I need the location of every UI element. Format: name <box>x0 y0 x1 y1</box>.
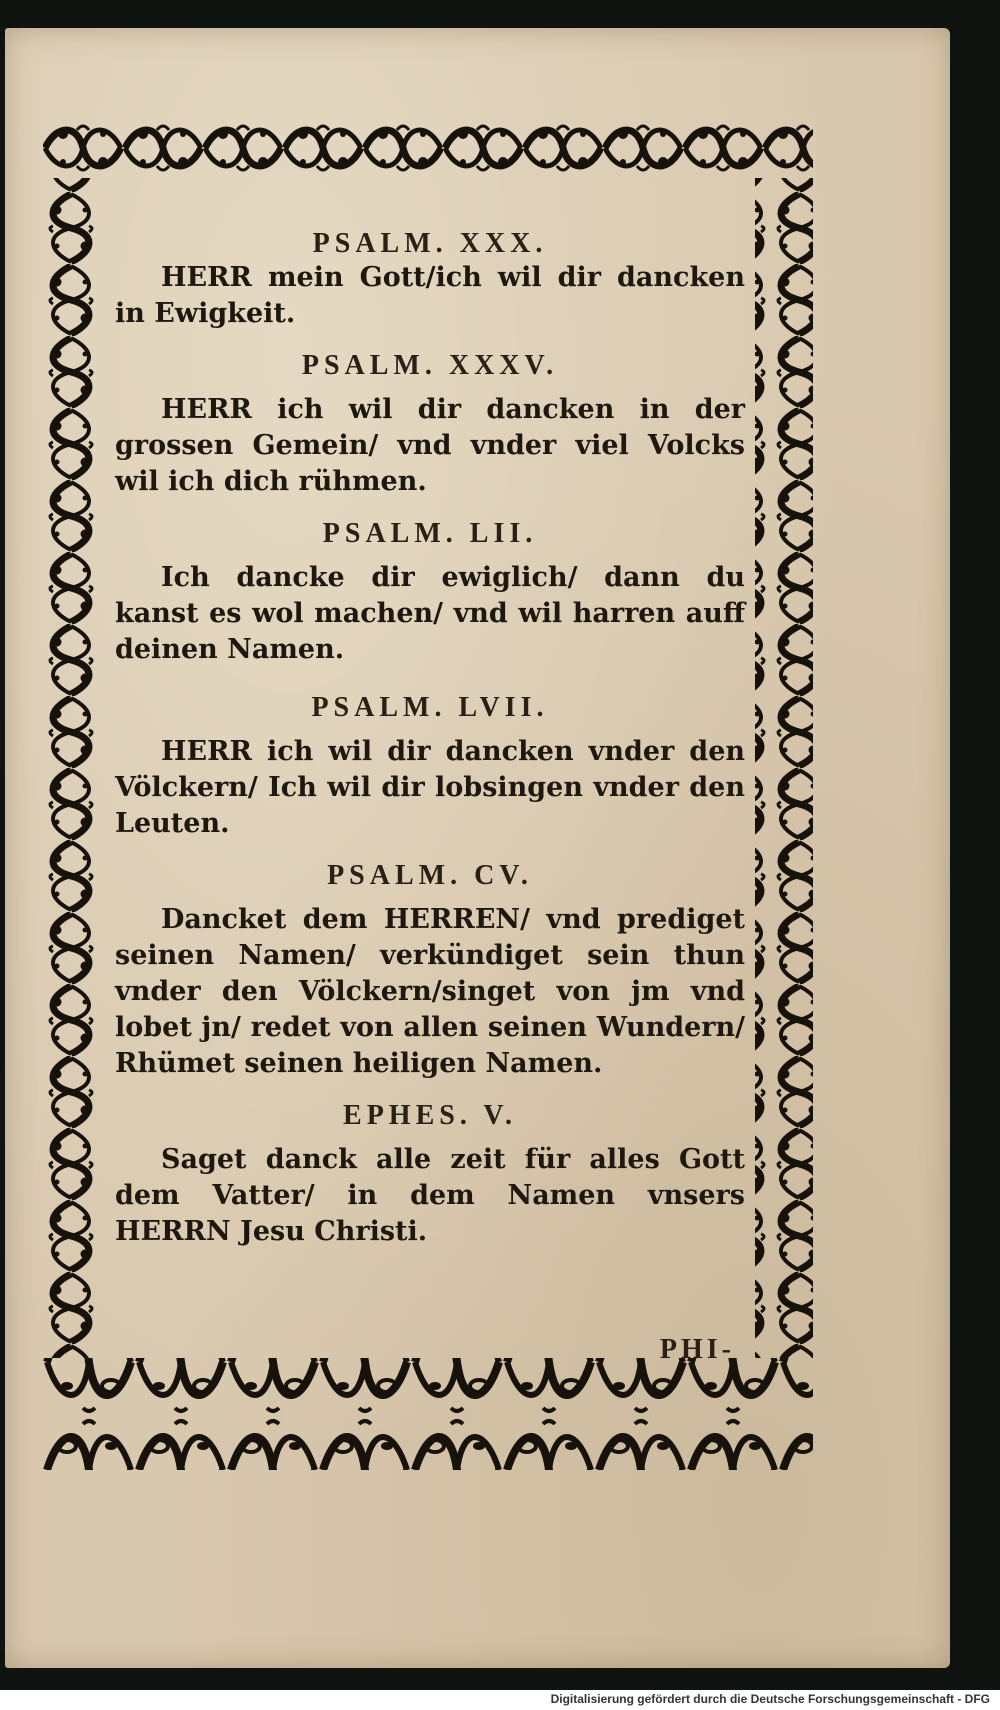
psalm-heading: PSALM. XXX. <box>312 228 548 259</box>
epistle-heading: EPHES. V. <box>343 1100 517 1131</box>
verse-block-1 <box>115 350 745 500</box>
verse-text: Dancket dem HERREN/ vnd prediget seinen Namen/ verkündiget sein thun vnder den Völckern/singet von jm vnd lobet jn/ redet von allen seinen Wundern/ Rhümet seinen heiligen Namen. <box>115 904 745 1079</box>
main-text <box>115 228 745 1365</box>
book-page <box>5 28 950 1668</box>
verse-block-4 <box>115 860 745 1082</box>
catchword: PHI- <box>659 1334 735 1365</box>
dfg-credit: Digitalisierung gefördert durch die Deutsche Forschungsgemeinschaft - DFG <box>550 1692 990 1706</box>
footer-bar <box>0 1690 1000 1710</box>
verse-block-2 <box>115 518 745 668</box>
verse-text: HERR ich wil dir dancken vnder den Völckern/ Ich wil dir lobsingen vnder den Leuten. <box>115 736 745 839</box>
verse-text: HERR ich wil dir dancken in der grossen Gemein/ vnd vnder viel Volcks wil ich dich rühmen. <box>115 394 745 497</box>
psalm-heading: PSALM. XXXV. <box>301 350 559 381</box>
verse-block-0 <box>115 228 745 332</box>
psalm-heading: PSALM. LVII. <box>311 692 549 723</box>
verse-text: HERR mein Gott/ich wil dir dancken in Ewigkeit. <box>115 262 745 329</box>
psalm-heading: PSALM. CV. <box>327 860 533 891</box>
psalm-heading: PSALM. LII. <box>322 518 538 549</box>
verse-block-5 <box>115 1100 745 1250</box>
verse-text: Ich dancke dir ewiglich/ dann du kanst es wol machen/ vnd wil harren auff deinen Namen. <box>115 562 745 665</box>
verse-text: Saget danck alle zeit für alles Gott dem Vatter/ in dem Namen vnsers HERRN Jesu Christi. <box>115 1144 745 1247</box>
verse-block-3 <box>115 692 745 842</box>
